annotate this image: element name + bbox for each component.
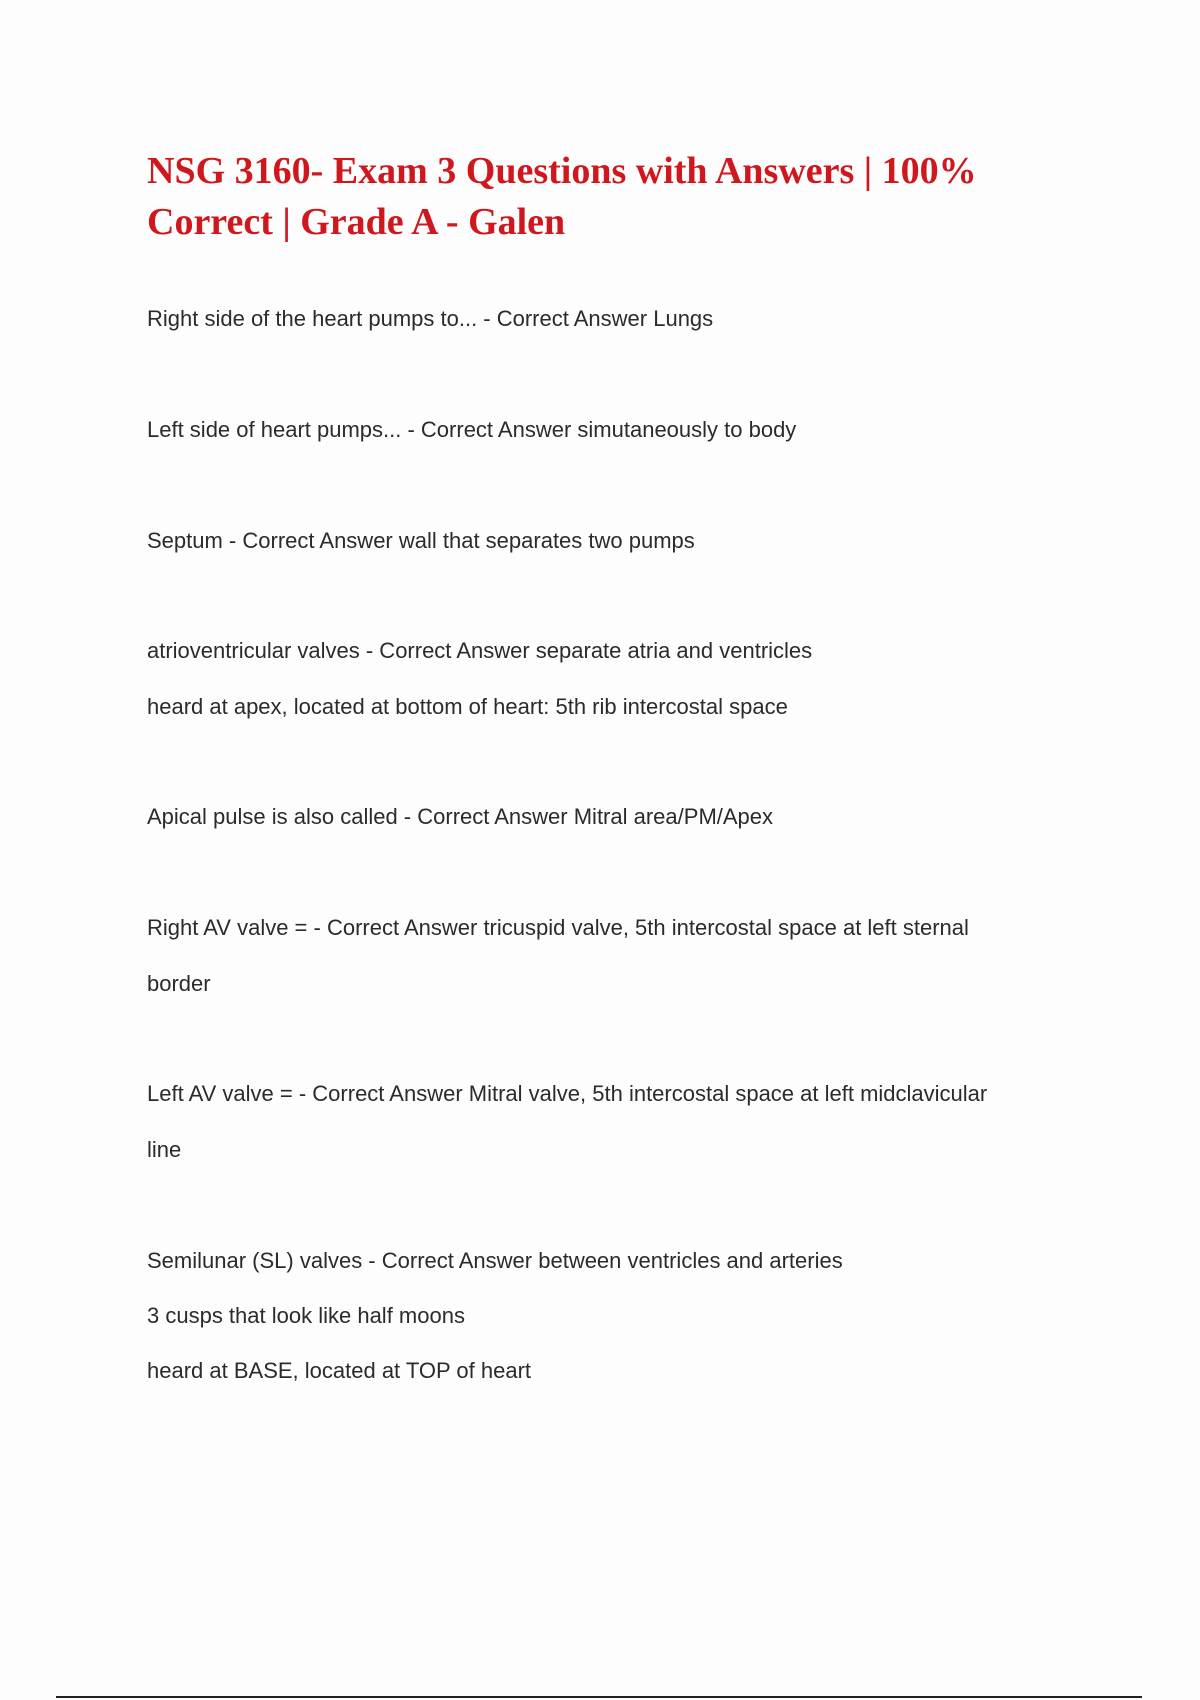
qa-line-continuation: line (147, 1137, 182, 1162)
qa-line-continuation: border (147, 971, 211, 996)
qa-line: Right AV valve = - Correct Answer tricuspid valve, 5th intercostal space at left sternal (147, 915, 969, 940)
qa-line: Apical pulse is also called - Correct Answer Mitral area/PM/Apex (147, 804, 774, 829)
qa-line: Semilunar (SL) valves - Correct Answer between ventricles and arteries (147, 1248, 843, 1273)
qa-line: atrioventricular valves - Correct Answer separate atria and ventricles (147, 638, 813, 663)
qa-line: Septum - Correct Answer wall that separates two pumps (147, 528, 695, 553)
qa-line: Left AV valve = - Correct Answer Mitral valve, 5th intercostal space at left midclavicular (147, 1081, 988, 1106)
document-title: NSG 3160- Exam 3 Questions with Answers | 100% Correct | Grade A - Galen (147, 150, 977, 243)
qa-line: Left side of heart pumps... - Correct Answer simutaneously to body (147, 417, 797, 442)
qa-line-continuation: 3 cusps that look like half moons (147, 1303, 465, 1328)
qa-line-continuation: heard at apex, located at bottom of heart: 5th rib intercostal space (147, 694, 788, 719)
qa-line-continuation: heard at BASE, located at TOP of heart (147, 1358, 532, 1383)
qa-line: Right side of the heart pumps to... - Correct Answer Lungs (147, 306, 714, 331)
footer-divider (56, 1696, 1142, 1698)
